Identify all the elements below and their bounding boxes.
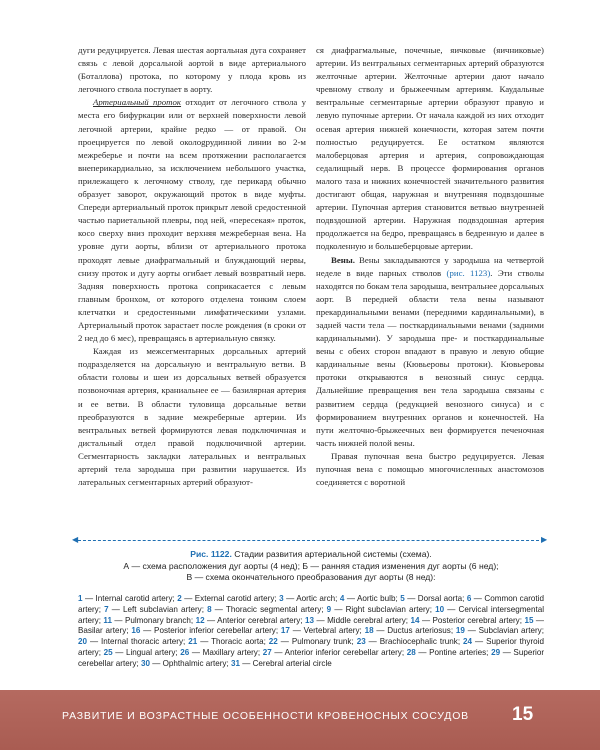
- figure-title: Стадии развития артериальной системы (схема).: [231, 549, 432, 559]
- legend-number: 16: [131, 626, 141, 636]
- caption-title-line: [78, 549, 544, 561]
- legend-label: — Middle cerebral artery;: [314, 615, 411, 625]
- legend-number: 22: [268, 637, 278, 647]
- legend-label: — Anterior inferior cerebellar artery;: [271, 647, 407, 657]
- paragraph-text: Вены закладываются у зародыша на четвертой неделе в виде парных стволов: [316, 254, 544, 278]
- legend-number: 5: [400, 594, 405, 603]
- paragraph: Правая пупочная вена быстро редуцируется. Левая пупочная вена с помощью многочисленных анастомозов соединяется с воротной: [316, 450, 544, 488]
- legend-label: — Anterior cerebral artery;: [204, 615, 306, 625]
- page-number: 15: [512, 704, 534, 725]
- paragraph: Каждая из межсегментарных дорсальных артерий подразделяется на дорсальную и вентральную ветви. В области головы и шеи из дорсальных ветвей образуется позвоночная артерия, краниальнее ее — базилярная артерия и ее ветви. В области туловища дорсальные ветви преобразуются в задние межреберные артерии. Из вентральных ветвей формируются левая подключичная и дистальный отдел правой подключичной артерии. Сегментарность закладки латеральных и вентральных артерий тела зародыша при развитии нарушается. Из латеральных сегментарных артерий образуют-: [78, 346, 306, 488]
- legend-label: — Right subclavian artery;: [331, 604, 436, 614]
- legend-number: 13: [305, 615, 315, 625]
- legend-label: — Ductus arteriosus;: [373, 626, 456, 636]
- legend-label: — Superior cerebellar artery;: [78, 647, 545, 668]
- term-heading: Артериальный проток: [93, 97, 182, 108]
- left-text-column: [78, 44, 306, 489]
- figure-legend: [78, 594, 544, 670]
- legend-number: 20: [78, 637, 88, 647]
- legend-number: 12: [195, 615, 205, 625]
- legend-label: — Left subclavian artery;: [108, 604, 208, 614]
- legend-number: 21: [188, 637, 198, 647]
- legend-label: — Posterior inferior cerebellar artery;: [140, 626, 281, 636]
- legend-number: 27: [262, 647, 272, 657]
- legend-label: — Superior thyroid artery;: [78, 637, 544, 657]
- legend-label: — Internal thoracic artery;: [87, 637, 189, 647]
- legend-label: — Maxillary artery;: [189, 647, 263, 657]
- legend-number: 15: [524, 615, 534, 625]
- paragraph: ся диафрагмальные, почечные, яичковые (яичниковые) артерии. Из вентральных сегментарных артерий образуются желточные артерии. Желточные артерии дают начало чревному стволу и брыжеечным артериям. Каудальные вентральные сегментарные артерии образуют правую и левую пупочные артерии. От начала каждой из них отходит осевая артерия нижней конечности, которая затем почти полностью редуцируется. Ее остатком являются малоберцовая артерия и артерия, сопровождающая седалищный нерв. В процессе формирования органов малого таза и нижних конечностей значительного развития достигают общая, наружная и внутренняя подвздошные артерии. Пупочная артерия становится ветвью внутренней подвздошной артерии. Наружная подвздошная артерия продолжается на бедро, превращаясь в бедренную и далее в подколенную и большеберцовые артерии.: [316, 45, 544, 252]
- legend-label: — Subclavian artery;: [464, 626, 544, 636]
- legend-label: — Aortic arch;: [283, 594, 340, 603]
- legend-label: — Brachiocephalic trunk;: [365, 637, 464, 647]
- legend-number: 31: [230, 658, 240, 668]
- legend-label: — Cerebral arterial circle: [239, 658, 332, 668]
- legend-label: — Lingual artery;: [112, 647, 181, 657]
- legend-label: — Pulmonary trunk;: [277, 637, 357, 647]
- paragraph-veins: [316, 254, 544, 450]
- legend-number: 17: [280, 626, 290, 636]
- paragraph-ductus-arteriosus: [78, 96, 306, 345]
- legend-label: — Pontine arteries;: [415, 647, 492, 657]
- paragraph-text: отходит от легочного ствола у места его бифуркации или от верхней поверхности левой легочной артерии, крайне редко — от правой. Он проецируется по левой околоgрудинной линии во 2-м межреберье и почти на всем протяжении располагается внеперикардиально, за исключением небольшого участка, прилежащего к легочному стволу, где перикард обычно образует заворот, окружающий проток в виде муфты. Спереди артериальный проток прикрыт левой средостенной частью париетальной плевры, под ней, «пересекая» проток, косо сверху вниз проходит верхняя межреберная вена. На уровне дуги аорты, вблизи от артериального протока проходят левые диафрагмальный и блуждающий нервы, снизу проток и дугу аорты огибает левый возвратный нерв. Задняя поверхность протока соприкасается с левым главным бронхом, от которого отделена тонким слоем клетчатки и средостенными лимфатическими узлами. Артериальный проток зарастает после рождения (в сроки от 2 нед до 6 мес), превращаясь в артериальную связку.: [78, 97, 306, 344]
- legend-number: 2: [177, 594, 182, 603]
- paragraph: дуги редуцируется. Левая шестая аортальная дуга сохраняет связь с левой дорсальной аортой в виде артериального (Боталлова) протока, по которому у плода кровь из легочного ствола поступает в аорту.: [78, 45, 306, 95]
- legend-number: 26: [180, 647, 190, 657]
- legend-number: 7: [104, 604, 109, 614]
- legend-label: — Aortic bulb;: [344, 594, 401, 603]
- legend-label: — Ophthalmic artery;: [150, 658, 231, 668]
- caption-line: А — схема расположения дуг аорты (4 нед); Б — ранняя стадия изменения дуг аорты (6 нед);: [123, 560, 499, 571]
- legend-number: 14: [410, 615, 420, 625]
- term-heading: Вены.: [331, 254, 355, 265]
- legend-number: 29: [491, 647, 501, 657]
- arrow-right-icon: ▶: [541, 535, 548, 544]
- legend-label: — Basilar artery;: [78, 615, 545, 636]
- legend-number: 9: [326, 604, 332, 614]
- caption-line: В — схема окончательного преобразования дуг аорты (8 нед):: [186, 572, 436, 582]
- legend-number: 6: [466, 594, 472, 603]
- paragraph-text: . Эти стволы находятся по бокам тела зародыша, вентральнее дорсальных аорт. В передней области тела вены называют прекардинальными венами (передними кардинальными), в задней части тела — посткардинальными венами (задними кардинальными). У зародыша пре- и посткардинальные вены с обеих сторон впадают в правую и левую общие кардинальные вены (Кювьеровы протоки). Кювьеровы протоки открываются в венозный синус сердца. Дальнейшие превращения вен тела зародыша связаны с развитием сердца (редукцией венозного синуса) и с формированием внутренних органов и конечностей. На пути желточно-брыжеечных вен формируется печеночная часть нижней полой вены.: [316, 267, 544, 448]
- legend-label: — Internal carotid artery;: [82, 594, 178, 603]
- legend-number: 19: [455, 626, 465, 636]
- legend-number: 1: [78, 594, 83, 603]
- arrow-left-icon: ◀: [72, 535, 79, 544]
- legend-number: 4: [339, 594, 345, 603]
- page-footer: [0, 690, 600, 750]
- legend-number: 10: [435, 604, 445, 614]
- legend-number: 25: [103, 647, 113, 657]
- running-section-title: РАЗВИТИЕ И ВОЗРАСТНЫЕ ОСОБЕННОСТИ КРОВЕНОСНЫХ СОСУДОВ: [62, 710, 469, 722]
- legend-number: 3: [279, 594, 284, 603]
- figure-caption: [78, 549, 544, 584]
- legend-number: 18: [364, 626, 374, 636]
- figure-number: Рис. 1122.: [190, 549, 232, 559]
- right-text-column: [316, 44, 544, 489]
- legend-label: — Dorsal aorta;: [404, 594, 467, 603]
- legend-number: 8: [207, 604, 212, 614]
- legend-label: — Posterior cerebral artery;: [419, 615, 525, 625]
- legend-label: — External carotid artery;: [181, 594, 280, 603]
- legend-number: 28: [406, 647, 416, 657]
- legend-number: 23: [356, 637, 366, 647]
- caption-divider: [78, 540, 544, 542]
- legend-label: — Pulmonary branch;: [111, 615, 196, 625]
- legend-label: — Common carotid artery;: [78, 594, 544, 614]
- figure-reference-link[interactable]: (рис. 1123): [446, 267, 491, 278]
- legend-label: — Cervical intersegmental artery;: [78, 604, 544, 625]
- legend-number: 11: [103, 615, 112, 625]
- legend-label: — Thoracic segmental artery;: [211, 604, 327, 614]
- legend-label: — Thoracic aorta;: [197, 637, 269, 647]
- legend-label: — Vertebral artery;: [289, 626, 365, 636]
- legend-number: 24: [463, 637, 473, 647]
- legend-number: 30: [140, 658, 150, 668]
